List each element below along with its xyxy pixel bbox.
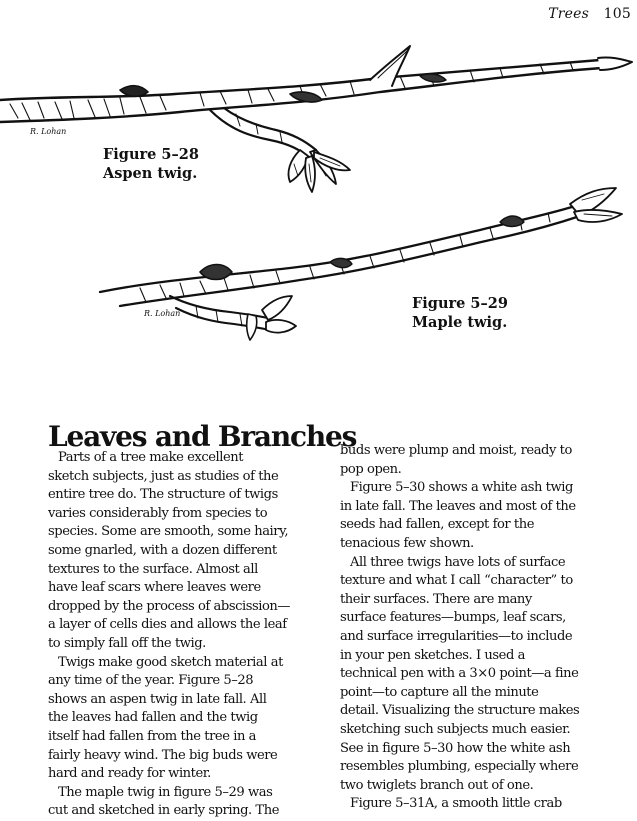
- body-line: sketch subjects, just as studies of the: [48, 468, 279, 484]
- body-line: any time of the year. Figure 5–28: [48, 673, 254, 689]
- body-line: their surfaces. There are many: [340, 591, 532, 607]
- body-line: itself had fallen from the tree in a: [48, 728, 257, 744]
- body-line: species. Some are smooth, some hairy,: [48, 524, 289, 540]
- figure-label: Figure 5–28: [103, 146, 199, 163]
- body-line: sketching such subjects much easier.: [340, 721, 571, 737]
- body-line: resembles plumbing, especially where: [340, 759, 579, 775]
- aspen-twig-drawing: [0, 46, 632, 192]
- body-line: shows an aspen twig in late fall. All: [48, 691, 267, 707]
- figure-5-28-caption: [103, 145, 199, 183]
- body-line: in late fall. The leaves and most of the: [340, 498, 576, 514]
- body-line: and surface irregularities—to include: [340, 628, 573, 644]
- body-line: two twiglets branch out of one.: [340, 777, 534, 793]
- maple-artist-signature: R. Lohan: [144, 309, 181, 318]
- figure-5-29-caption: [412, 294, 508, 332]
- body-line: pop open.: [340, 461, 402, 477]
- figure-caption-text: Aspen twig.: [103, 165, 198, 182]
- body-line: texture and what I call “character” to: [340, 573, 573, 589]
- body-line: Figure 5–30 shows a white ash twig: [350, 480, 573, 496]
- body-line: See in figure 5–30 how the white ash: [340, 740, 571, 756]
- body-line: entire tree do. The structure of twigs: [48, 487, 278, 503]
- body-line: have leaf scars where leaves were: [48, 580, 261, 596]
- body-line: fairly heavy wind. The big buds were: [48, 747, 278, 763]
- body-line: Parts of a tree make excellent: [58, 450, 244, 465]
- body-line: detail. Visualizing the structure makes: [340, 703, 580, 719]
- body-line: dropped by the process of abscission—: [48, 598, 291, 614]
- body-column-left: [48, 449, 328, 821]
- body-line: Figure 5–31A, a smooth little crab: [350, 796, 562, 812]
- body-line: to simply fall off the twig.: [48, 635, 206, 651]
- body-line: buds were plump and moist, ready to: [340, 443, 572, 458]
- body-line: textures to the surface. Almost all: [48, 561, 258, 577]
- figure-label: Figure 5–29: [412, 295, 508, 312]
- running-head-section: Trees: [548, 6, 590, 22]
- body-line: cut and sketched in early spring. The: [48, 803, 279, 819]
- body-line: in your pen sketches. I used a: [340, 647, 525, 663]
- body-line: All three twigs have lots of surface: [350, 554, 566, 570]
- body-line: tenacious few shown.: [340, 535, 474, 551]
- body-line: hard and ready for winter.: [48, 766, 211, 782]
- body-line: point—to capture all the minute: [340, 684, 539, 700]
- body-line: some gnarled, with a dozen different: [48, 542, 277, 558]
- body-line: varies considerably from species to: [48, 505, 268, 521]
- body-line: seeds had fallen, except for the: [340, 517, 535, 533]
- body-line: technical pen with a 3×0 point—a fine: [340, 666, 579, 682]
- body-line: surface features—bumps, leaf scars,: [340, 610, 566, 626]
- body-line: Twigs make good sketch material at: [58, 654, 283, 670]
- aspen-artist-signature: R. Lohan: [30, 127, 67, 136]
- section-heading: Leaves and Branches: [48, 420, 357, 453]
- page-number: 105: [603, 6, 631, 22]
- twig-illustrations: [0, 0, 637, 350]
- body-line: a layer of cells dies and allows the leaf: [48, 617, 287, 633]
- figure-caption-text: Maple twig.: [412, 314, 508, 331]
- body-column-right: [340, 442, 636, 814]
- body-line: The maple twig in figure 5–29 was: [58, 784, 273, 800]
- body-line: the leaves had fallen and the twig: [48, 710, 258, 726]
